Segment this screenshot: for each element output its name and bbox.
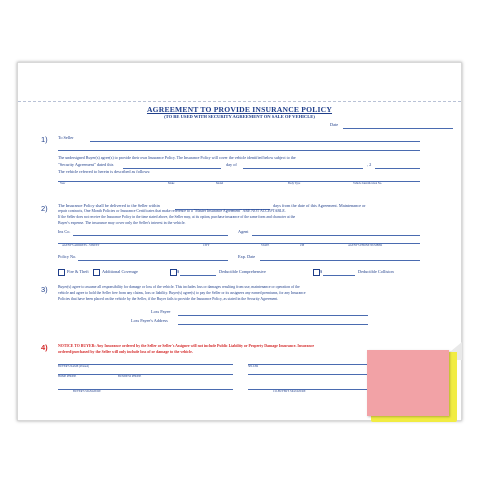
form-title: AGREEMENT TO PROVIDE INSURANCE POLICY [146,105,333,114]
ins-co-field[interactable] [73,235,228,236]
caption-home-phone: HOME PHONE [58,375,77,378]
section-3-line-2: vehicle and agree to hold the Seller free from any claims, loss or liability. Buyer(s) agree(s) to pay the Seller or its assignees any earned premiums, for any Insurance [58,291,306,295]
caption-co-buyer-signature: CO-BUYER'S SIGNATURE [273,390,306,393]
caption-body-type: Body Type [288,182,301,185]
exp-date-label: Exp. Date [238,254,256,259]
agent-label: Agent [238,229,249,234]
comprehensive-amount-field[interactable] [180,275,216,276]
section-3-line-1: Buyer(s) agree to assume all responsibility for damage or loss of the vehicle. This includes loss or damages resulting from use, maintenance or operation of the [58,285,300,289]
comprehensive-checkbox[interactable] [170,269,180,276]
to-seller-field[interactable] [90,141,420,142]
section-1-number: 1) [41,135,48,144]
deductible-collision-label: Deductible Collision [358,269,394,274]
section-2-text-e: Buyer's expense. The insurance may cover only the Seller's interest in the vehicle. [58,221,186,225]
section-3-line-3: Policies that have been placed on the vehicle by the Seller, if the Buyer fails to provide the Insurance Policy, as stated in the Security Agreement. [58,297,279,301]
loss-payee-address-label: Loss Payee's Address [131,318,168,323]
caption-buyer-signature: BUYER'S SIGNATURE [73,390,101,393]
caption-vin: Vehicle Identification No. [353,182,382,185]
section-2-text-b: days from the date of this Agreement. Maintenance or [273,203,366,208]
fire-theft-checkbox[interactable] [58,269,65,276]
year-field[interactable] [375,168,420,169]
perforation-line [18,101,461,102]
caption-model: Model [216,182,224,185]
form-subtitle: (TO BE USED WITH SECURITY AGREEMENT ON SALE OF VEHICLE) [164,114,315,119]
seller-detail-field[interactable] [248,374,368,375]
collision-amount-field[interactable] [323,275,355,276]
section-1-paragraph: The undersigned Buyer(s) agree(s) to provide their own Insurance Policy. The Insurance Policy will cover the vehicle identified below subject to the [58,155,296,160]
seller-address-field[interactable] [58,150,420,151]
caption-year: Year [60,182,66,185]
fire-theft-label: Fire & Theft [67,269,89,274]
caption-business-phone: BUSINESS PHONE [118,375,142,378]
caption-agent-phone: AGENT'S PHONE NUMBER [348,244,383,247]
date-label: Date [330,122,339,127]
collision-checkbox[interactable] [313,269,323,276]
comprehensive-dollar: $ [177,269,180,274]
section-4-number: 4) [41,343,48,352]
caption-buyer-name: BUYER'S NAME (Printed) [58,365,90,368]
seller-field[interactable] [248,364,368,365]
additional-coverage-checkbox[interactable] [93,269,100,276]
deductible-comprehensive-label: Deductible Comprehensive [219,269,266,274]
notice-line-2: ordered/purchased by the Seller will only include loss of or damage to the vehicle. [58,350,193,354]
exp-date-field[interactable] [260,260,420,261]
ins-co-label: Ins Co. [58,229,71,234]
section-2-number: 2) [41,204,48,213]
co-buyer-signature-field[interactable] [248,389,368,390]
year-prefix: , 2 [367,162,372,167]
caption-make: Make [168,182,175,185]
loss-payee-address-field[interactable] [178,324,368,325]
caption-agent-state: STATE [261,244,270,247]
policy-no-label: Policy No. [58,254,77,259]
date-field[interactable] [343,128,453,129]
to-seller-label: To Seller [58,135,74,140]
loss-payee-label: Loss Payee [151,309,171,314]
agent-field[interactable] [252,235,420,236]
section-2-text-c: repair contracts, One Month Policies or Insurance Certificates that make reference to a "Master Insurance Agreement" ARE NOT ACCEPTABLE. [58,209,286,213]
notice-line-1: NOTICE TO BUYER: Any Insurance ordered by the Seller or Seller's Assignee will not include Public Liability or Property Damage Insurance. Insurance [58,344,315,348]
additional-coverage-label: Additional Coverage [102,269,138,274]
loss-payee-field[interactable] [178,315,368,316]
security-agreement-label: "Security Agreement" dated this [58,162,114,167]
policy-no-field[interactable] [78,260,228,261]
section-2-text-d: If the Seller does not receive the Insurance Policy in the time stated above, the Seller may, at its option, purchase insurance of the same form and character at the [58,215,296,219]
section-3-number: 3) [41,285,48,294]
vehicle-description-label: The vehicle referred to herein is described as follows: [58,169,151,174]
section-2-text-a: The Insurance Policy shall be delivered to the Seller within [58,203,160,208]
caption-agent-street: AGENT'S ADDRESS - STREET [62,244,100,247]
day-of-label: day of [226,162,237,167]
day-of-field[interactable] [243,168,363,169]
caption-agent-city: CITY [203,244,210,247]
pink-copy-sheet [367,350,449,416]
caption-seller: SELLER [248,365,259,368]
collision-dollar: $ [320,269,323,274]
caption-agent-zip: ZIP [300,244,305,247]
home-phone-field[interactable] [58,374,233,375]
